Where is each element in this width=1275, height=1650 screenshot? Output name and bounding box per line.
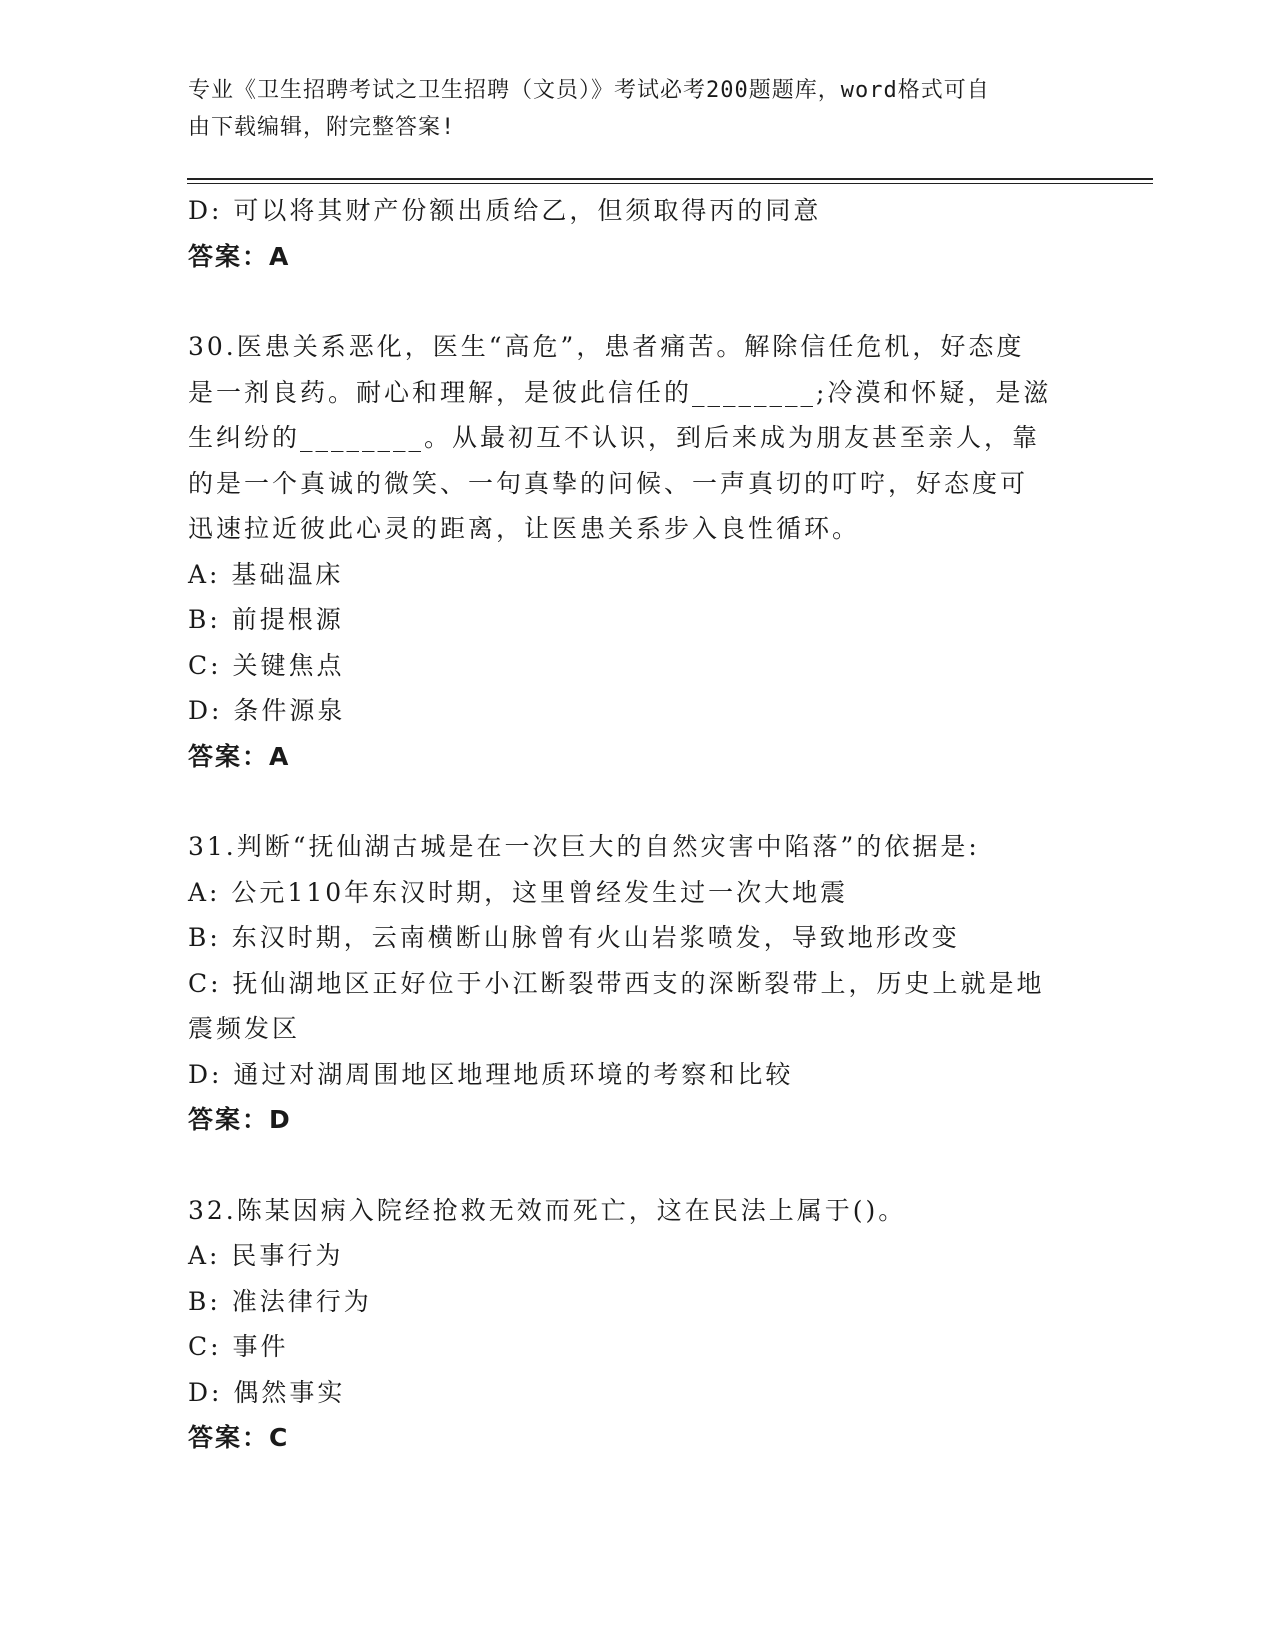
- header-divider-thick: [187, 178, 1153, 180]
- document-body: [188, 188, 1088, 1461]
- question-30-stem-line-1: 30.医患关系恶化，医生“高危”，患者痛苦。解除信任危机，好态度: [188, 332, 1025, 361]
- question-30-stem-line-3: 生纠纷的________。从最初互不认识，到后来成为朋友甚至亲人，靠: [188, 423, 1041, 452]
- header-line-2: 由下载编辑，附完整答案!: [188, 115, 456, 140]
- question-31-option-c: C: 抚仙湖地区正好位于小江断裂带西支的深断裂带上，历史上就是地: [188, 968, 1045, 998]
- question-32-option-c: C: 事件: [188, 1332, 289, 1361]
- prev-question-answer: 答案：A: [188, 241, 291, 271]
- question-30-stem-line-5: 迅速拉近彼此心灵的距离，让医患关系步入良性循环。: [188, 514, 861, 543]
- prev-question-option-d: D: 可以将其财产份额出质给乙，但须取得丙的同意: [188, 196, 822, 225]
- question-31-answer: 答案：D: [188, 1105, 292, 1134]
- question-31-option-d: D: 通过对湖周围地区地理地质环境的考察和比较: [188, 1059, 794, 1089]
- question-30-stem-line-4: 的是一个真诚的微笑、一句真挚的问候、一声真切的叮咛，好态度可: [188, 468, 1029, 498]
- question-32-option-b: B: 准法律行为: [188, 1286, 372, 1316]
- question-32: [188, 1188, 1088, 1461]
- header-divider-thin: [187, 183, 1153, 184]
- question-30-answer: 答案：A: [188, 741, 291, 771]
- question-31-stem: 31.判断“抚仙湖古城是在一次巨大的自然灾害中陷落”的依据是:: [188, 832, 980, 861]
- question-30-stem-line-2: 是一剂良药。耐心和理解，是彼此信任的________;冷漠和怀疑，是滋: [188, 377, 1052, 407]
- question-30: [188, 324, 1088, 779]
- question-31-option-b: B: 东汉时期，云南横断山脉曾有火山岩浆喷发，导致地形改变: [188, 923, 960, 952]
- question-30-option-c: C: 关键焦点: [188, 650, 345, 680]
- document-header: [188, 72, 1068, 146]
- question-30-option-a: A: 基础温床: [188, 559, 344, 589]
- question-31: [188, 824, 1088, 1143]
- header-line-1: 专业《卫生招聘考试之卫生招聘（文员）》考试必考200题题库，word格式可自: [188, 78, 990, 103]
- question-30-option-d: D: 条件源泉: [188, 696, 346, 725]
- question-32-option-a: A: 民事行为: [188, 1241, 344, 1270]
- question-32-stem: 32.陈某因病入院经抢救无效而死亡，这在民法上属于()。: [188, 1195, 907, 1225]
- question-32-option-d: D: 偶然事实: [188, 1377, 346, 1407]
- question-31-option-c-continued: 震频发区: [188, 1014, 301, 1043]
- spacer: [188, 279, 1088, 324]
- question-30-option-b: B: 前提根源: [188, 605, 344, 634]
- spacer: [188, 1143, 1088, 1188]
- spacer: [188, 779, 1088, 824]
- question-31-option-a: A: 公元110年东汉时期，这里曾经发生过一次大地震: [188, 877, 849, 907]
- question-32-answer: 答案：C: [188, 1423, 290, 1452]
